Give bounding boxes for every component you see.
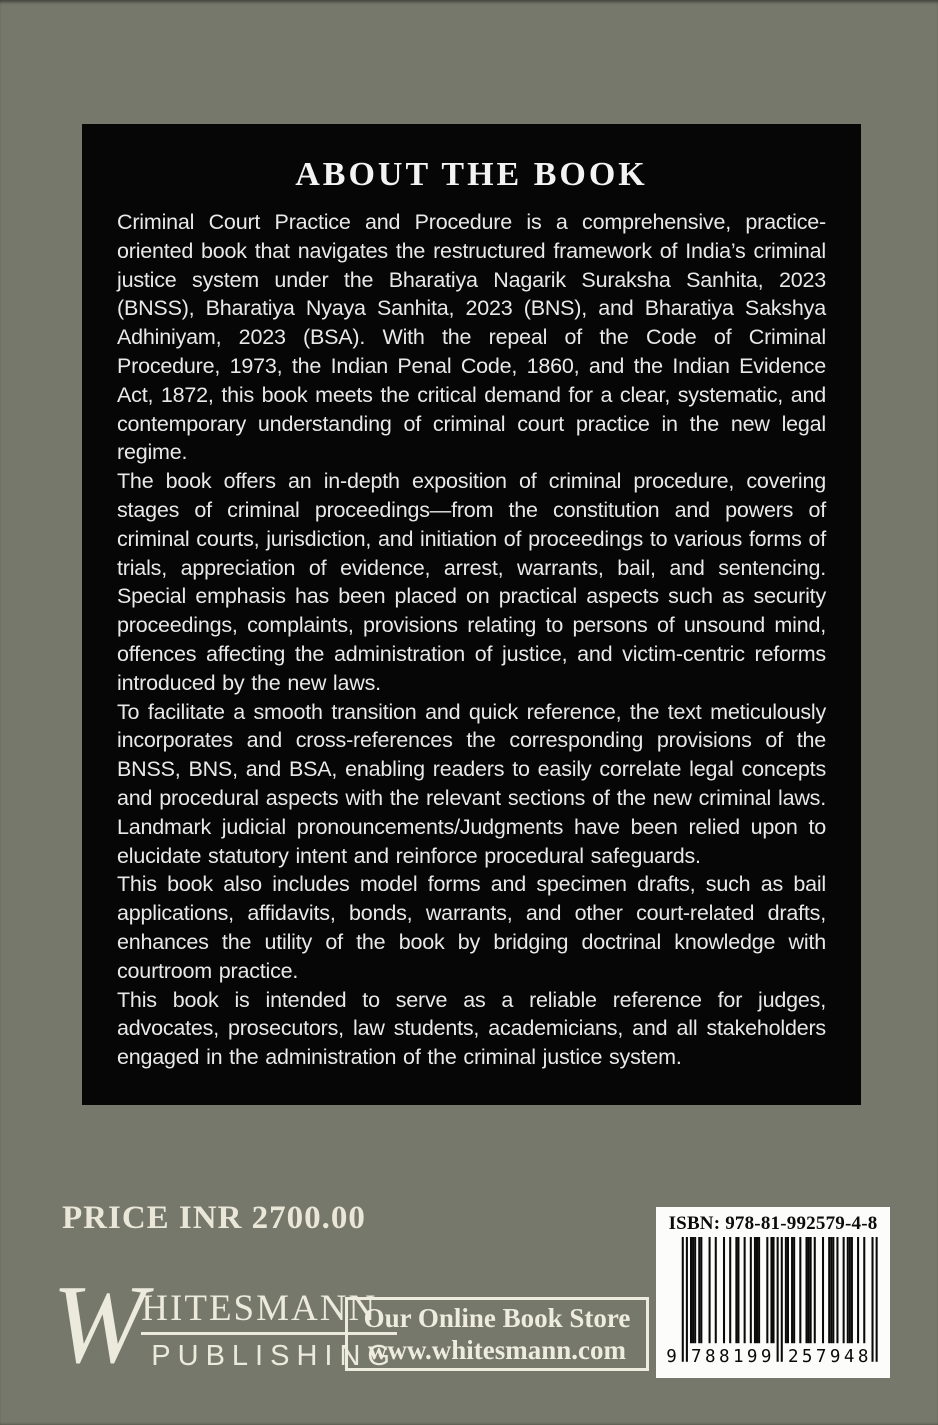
store-line1: Our Online Book Store (363, 1303, 631, 1333)
about-title: ABOUT THE BOOK (295, 156, 648, 193)
about-paragraph-2: The book offers an in-depth exposition of criminal procedure, covering stages of criminal proceedings—from the constitution and powers of criminal courts, jurisdiction, and initiation of proceedings to various forms of trials, appreciation of evidence, arrest, warrants, bail, and sentencing. Special emphasis has been placed on practical aspects such as security proceedings, complaints, provisions relating to persons of unsound mind, offences affecting the administration of justice, and victim-centric reforms introduced by the new laws. (117, 469, 826, 695)
publisher-initial-w: W (52, 1263, 146, 1387)
svg-text:788199: 788199 (691, 1346, 772, 1367)
about-paragraph-1: Criminal Court Practice and Procedure is a comprehensive, practice-oriented book that navigates the restructured framework of India’s criminal justice system under the Bharatiya Nagarik Suraksha Sanhita, 2023 (BNSS), Bharatiya Nyaya Sanhita, 2023 (BNS), and Bharatiya Sakshya Adhiniyam, 2023 (BSA). With the repeal of the Code of Criminal Procedure, 1973, the Indian Penal Code, 1860, and the Indian Evidence Act, 1872, this book meets the critical demand for a clear, systematic, and contemporary understanding of criminal court practice in the new legal regime. (117, 210, 826, 465)
publisher-subtitle: PUBLISHING (151, 1340, 397, 1372)
store-line2: www.whitesmann.com (367, 1335, 626, 1365)
online-store-box (345, 1297, 649, 1371)
isbn-label: ISBN: 978-81-992579-4-8 (668, 1213, 878, 1234)
svg-text:257948: 257948 (787, 1346, 869, 1367)
isbn-barcode-box (656, 1207, 890, 1378)
ean13-barcode-image (664, 1237, 882, 1369)
price-label: PRICE INR 2700.00 (62, 1200, 366, 1236)
publisher-name: HITESMANN (141, 1290, 397, 1335)
about-panel (82, 124, 861, 1105)
about-paragraph-3: To facilitate a smooth transition and quick reference, the text meticulously incorporates and cross-references the corresponding provisions of the BNSS, BNS, and BSA, enabling readers to easily correlate legal concepts and procedural aspects with the relevant sections of the new criminal laws. Landmark judicial pronouncements/Judgments have been relied upon to elucidate statutory intent and reinforce procedural safeguards. (117, 699, 826, 868)
about-paragraph-4: This book also includes model forms and specimen drafts, such as bail applications, affidavits, bonds, warrants, and other court-related drafts, enhances the utility of the book by bridging doctrinal knowledge with courtroom practice. (117, 872, 826, 983)
svg-text:9: 9 (666, 1346, 677, 1367)
about-paragraph-5: This book is intended to serve as a reliable reference for judges, advocates, prosecutors, law students, academicians, and all stakeholders engaged in the administration of the criminal justice system. (117, 987, 826, 1070)
